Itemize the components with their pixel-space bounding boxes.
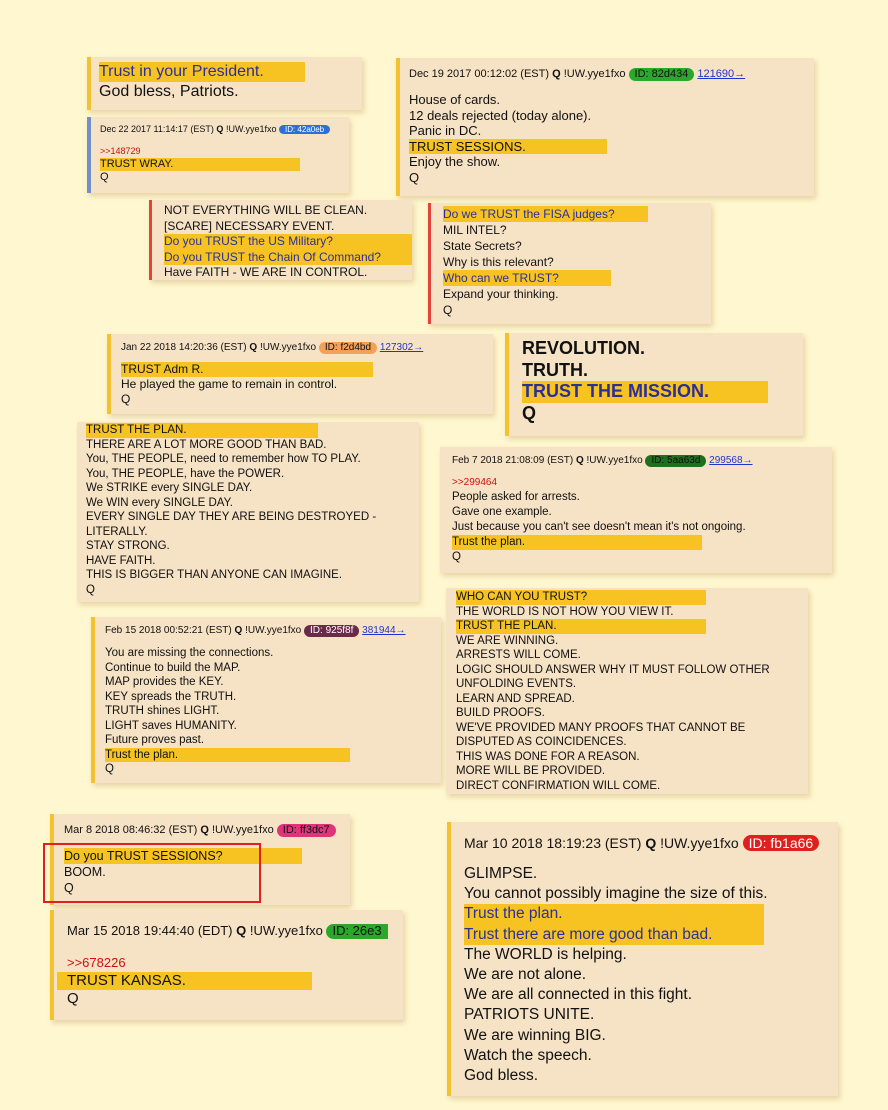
post-line: Trust the plan. — [452, 535, 702, 550]
post-line: Trust the plan. — [464, 904, 764, 924]
post-date: Mar 8 2018 08:46:32 (EST) — [64, 824, 198, 836]
author-name: Q — [575, 455, 584, 466]
post-card-revolution — [505, 333, 803, 436]
post-line: THIS WAS DONE FOR A REASON. — [456, 750, 640, 763]
tripcode: !UW.yye1fxo — [225, 124, 277, 134]
post-line: LOGIC SHOULD ANSWER WHY IT MUST FOLLOW OTHER — [456, 663, 770, 676]
post-line: TRUST SESSIONS. — [409, 139, 607, 155]
post-signature: Q — [64, 881, 74, 895]
post-date: Mar 15 2018 19:44:40 (EDT) — [67, 923, 233, 938]
post-line: You cannot possibly imagine the size of this. — [464, 885, 768, 903]
post-line: People asked for arrests. — [452, 491, 580, 503]
post-line: Trust there are more good than bad. — [464, 925, 764, 945]
post-line: HAVE FAITH. — [86, 554, 156, 567]
post-card-missing-connections — [91, 617, 441, 783]
poster-id-badge: ID: ff3dc7 — [277, 824, 336, 837]
post-line: THE WORLD IS NOT HOW YOU VIEW IT. — [456, 605, 674, 618]
post-line: TRUST THE MISSION. — [522, 381, 768, 403]
post-line: Watch the speech. — [464, 1046, 592, 1064]
post-line: LEARN AND SPREAD. — [456, 692, 575, 705]
post-line: Gave one example. — [452, 506, 552, 518]
post-line: You are missing the connections. — [105, 647, 274, 659]
post-line: UNFOLDING EVENTS. — [456, 678, 577, 690]
post-line: WHO CAN YOU TRUST? — [456, 590, 706, 605]
post-header — [67, 923, 388, 939]
author-name: Q — [645, 835, 657, 851]
post-line: God bless. — [464, 1067, 539, 1085]
post-line: [SCARE] NECESSARY EVENT. — [164, 218, 335, 233]
post-line: THIS IS BIGGER THAN ANYONE CAN IMAGINE. — [86, 569, 343, 581]
poster-id-badge: ID: 82d434 — [629, 68, 695, 81]
post-signature: Q — [100, 171, 109, 183]
post-signature: Q — [67, 990, 79, 1007]
post-line: Do you TRUST SESSIONS? — [64, 848, 302, 864]
post-line: TRUTH. — [522, 359, 588, 380]
post-line: BOOM. — [64, 865, 106, 879]
post-signature: Q — [522, 402, 537, 423]
tripcode: !UW.yye1fxo — [259, 342, 317, 353]
post-line: TRUST WRAY. — [100, 158, 300, 171]
post-line: 12 deals rejected (today alone). — [409, 107, 592, 123]
poster-id-badge: ID: 26e3 — [326, 924, 387, 939]
post-line: WE ARE WINNING. — [456, 634, 559, 647]
post-signature: Q — [105, 763, 114, 775]
post-line: TRUST THE PLAN. — [86, 423, 318, 438]
post-line: You, THE PEOPLE, have the POWER. — [86, 467, 285, 480]
post-line: TRUST THE PLAN. — [456, 619, 706, 634]
post-signature: Q — [443, 303, 453, 317]
post-line: REVOLUTION. — [522, 338, 646, 358]
post-line: State Secrets? — [443, 239, 522, 253]
tripcode: !UW.yye1fxo — [660, 835, 739, 851]
author-name: Q — [552, 68, 561, 80]
post-line: MAP provides the KEY. — [105, 676, 224, 688]
post-line: Expand your thinking. — [443, 287, 559, 301]
post-line: DISPUTED AS COINCIDENCES. — [456, 736, 627, 748]
post-line: He played the game to remain in control. — [121, 377, 338, 391]
post-header — [452, 455, 753, 467]
post-line: TRUST KANSAS. — [57, 972, 312, 990]
post-date: Dec 22 2017 11:14:17 (EST) — [100, 124, 214, 134]
post-header — [105, 625, 406, 637]
poster-id-badge: ID: 5aa63d — [645, 455, 706, 467]
poster-id-badge: ID: 42a0eb — [279, 125, 330, 134]
post-line: MIL INTEL? — [443, 223, 507, 237]
post-line: LITERALLY. — [86, 525, 148, 538]
post-signature: Q — [409, 169, 420, 185]
post-line: Why is this relevant? — [443, 255, 554, 269]
post-card-fisa-judges — [428, 203, 711, 324]
tripcode: !UW.yye1fxo — [586, 455, 643, 466]
post-date: Feb 15 2018 00:52:21 (EST) — [105, 625, 232, 636]
tripcode: !UW.yye1fxo — [245, 625, 302, 636]
post-line: We STRIKE every SINGLE DAY. — [86, 482, 253, 494]
post-line: Do we TRUST the FISA judges? — [443, 206, 648, 222]
post-date: Feb 7 2018 21:08:09 (EST) — [452, 455, 574, 466]
poster-id-badge: ID: fb1a66 — [743, 835, 820, 851]
post-line: Who can we TRUST? — [443, 270, 611, 286]
post-number-link[interactable]: 127302→ — [379, 342, 424, 353]
post-line: You, THE PEOPLE, need to remember how TO PLAY. — [86, 453, 361, 465]
post-card-trust-the-plan — [77, 422, 419, 602]
post-signature: Q — [121, 392, 131, 406]
post-number-link[interactable]: 121690→ — [697, 68, 746, 80]
post-line: Have FAITH - WE ARE IN CONTROL. — [164, 265, 368, 279]
reply-reference-link[interactable]: >>678226 — [67, 955, 126, 970]
poster-id-badge: ID: 925f8f — [304, 625, 359, 637]
post-line: We are winning BIG. — [464, 1026, 606, 1044]
post-date: Dec 19 2017 00:12:02 (EST) — [409, 68, 550, 80]
author-name: Q — [249, 342, 258, 353]
highlight-box — [43, 843, 261, 903]
tripcode: !UW.yye1fxo — [563, 68, 626, 80]
author-name: Q — [236, 923, 247, 938]
post-line: Trust in your President. — [99, 62, 305, 82]
post-line: NOT EVERYTHING WILL BE CLEAN. — [164, 203, 368, 217]
post-line: MORE WILL BE PROVIDED. — [456, 765, 606, 777]
author-name: Q — [200, 824, 209, 836]
post-number-link[interactable]: 381944→ — [362, 625, 406, 636]
post-card-trust-kansas — [50, 910, 403, 1020]
post-line: We WIN every SINGLE DAY. — [86, 496, 233, 509]
reply-reference-link[interactable]: >>148729 — [100, 146, 141, 156]
post-header — [64, 824, 336, 837]
post-line: LIGHT saves HUMANITY. — [105, 719, 237, 732]
post-date: Jan 22 2018 14:20:36 (EST) — [121, 342, 247, 353]
post-card-trust-wray — [87, 117, 349, 193]
post-signature: Q — [452, 551, 461, 563]
post-card-arrests — [440, 447, 832, 573]
post-line: ARRESTS WILL COME. — [456, 649, 581, 661]
post-line: GLIMPSE. — [464, 865, 538, 882]
post-number-link[interactable]: 299568→ — [709, 455, 753, 466]
reply-reference-link[interactable]: >>299464 — [452, 477, 498, 488]
post-line: Just because you can't see doesn't mean it's not ongoing. — [452, 521, 746, 533]
post-line: Continue to build the MAP. — [105, 661, 241, 674]
post-header — [121, 342, 423, 354]
post-line: TRUTH shines LIGHT. — [105, 705, 220, 717]
tripcode: !UW.yye1fxo — [249, 923, 323, 938]
tripcode: !UW.yye1fxo — [211, 824, 274, 836]
post-line: Future proves past. — [105, 734, 205, 746]
post-line: Do you TRUST the Chain Of Command? — [164, 250, 412, 266]
post-line: WE'VE PROVIDED MANY PROOFS THAT CANNOT BE — [456, 721, 746, 734]
post-header — [464, 835, 819, 851]
post-card-not-everything-clean — [149, 200, 412, 280]
post-date: Mar 10 2018 18:19:23 (EST) — [464, 835, 642, 851]
post-line: STAY STRONG. — [86, 540, 170, 552]
author-name: Q — [234, 625, 243, 636]
post-line: BUILD PROOFS. — [456, 707, 545, 719]
post-card-glimpse — [447, 822, 838, 1096]
post-line: PATRIOTS UNITE. — [464, 1006, 595, 1024]
post-line: Trust the plan. — [105, 748, 350, 763]
post-line: TRUST Adm R. — [121, 362, 373, 377]
post-line: House of cards. — [409, 92, 501, 107]
author-name: Q — [216, 124, 224, 134]
post-line: EVERY SINGLE DAY THEY ARE BEING DESTROYED - — [86, 511, 377, 523]
post-line: We are all connected in this fight. — [464, 986, 693, 1004]
post-line: Do you TRUST the US Military? — [164, 234, 412, 250]
post-line: Enjoy the show. — [409, 154, 501, 169]
post-line: THERE ARE A LOT MORE GOOD THAN BAD. — [86, 438, 327, 451]
post-card-trust-adm-r — [107, 334, 493, 414]
post-line: DIRECT CONFIRMATION WILL COME. — [456, 779, 661, 792]
post-line: We are not alone. — [464, 966, 587, 984]
post-line: Panic in DC. — [409, 123, 482, 138]
post-card-trust-president — [87, 57, 362, 110]
post-header — [100, 124, 330, 134]
post-signature: Q — [86, 583, 95, 596]
post-line: The WORLD is helping. — [464, 945, 627, 963]
post-line: KEY spreads the TRUTH. — [105, 690, 237, 703]
post-card-who-can-you-trust — [446, 588, 808, 794]
post-header — [409, 68, 745, 81]
post-line: God bless, Patriots. — [99, 83, 239, 100]
post-card-trust-sessions — [396, 58, 814, 196]
poster-id-badge: ID: f2d4bd — [319, 342, 377, 354]
